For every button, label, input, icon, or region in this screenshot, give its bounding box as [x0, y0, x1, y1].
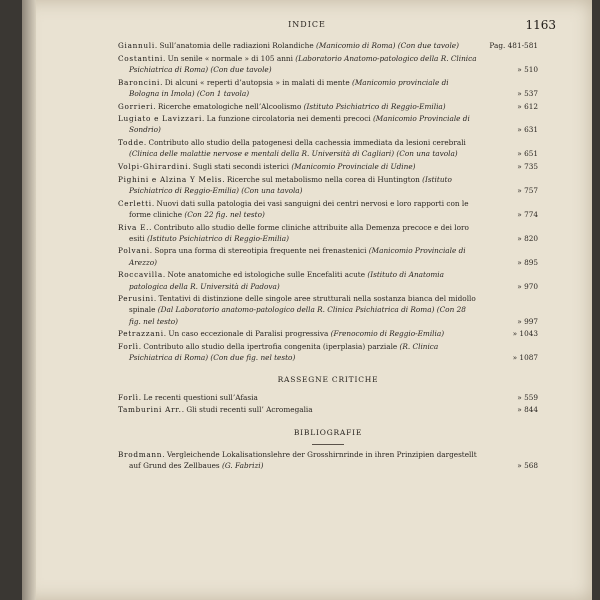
running-head [22, 20, 592, 34]
entry-page-number: » 844 [517, 405, 538, 415]
entry-text [118, 245, 538, 267]
index-entry [118, 101, 538, 112]
author-separator: . [222, 174, 227, 184]
author-separator: . [163, 329, 169, 339]
entry-detail: (Manicomio di Roma) (Con due tavole) [316, 41, 459, 50]
entry-page-number: » 970 [517, 281, 538, 291]
index-entry [118, 269, 538, 291]
index-entry [118, 137, 538, 159]
entry-page-number: » 537 [517, 88, 538, 98]
entry-text [118, 404, 538, 415]
entry-text [118, 269, 538, 291]
author-separator: . [160, 77, 165, 87]
book-page [22, 0, 592, 600]
entry-page-number: » 997 [517, 316, 538, 326]
index-entry [118, 245, 538, 267]
entry-title: Nuovi dati sulla patologia dei vasi sanguigni dei centri nervosi e loro rapporti con le forme cliniche [129, 198, 469, 219]
author-separator: . [151, 198, 157, 208]
entry-page-number: » 774 [517, 209, 538, 219]
entry-text [118, 222, 538, 244]
author-separator: . [202, 114, 207, 124]
entry-page-number: » 559 [517, 392, 538, 402]
entry-title: Di alcuni « reperti d’autopsia » in malati di mente [164, 77, 350, 87]
entry-author: Perusini [118, 294, 154, 304]
entry-title: Contributo allo studio della ipertrofia congenita (iperplasia) parziale [143, 342, 398, 352]
index-entry [118, 161, 538, 172]
entry-detail: (Istituto Psichiatrico di Reggio-Emilia) [303, 101, 446, 111]
index-content [118, 40, 538, 473]
author-separator: . [154, 41, 160, 50]
entry-title: Sopra una forma di stereotipia frequente nei frenastenici [154, 246, 367, 256]
entry-detail: (Con 22 fig. nel testo) [184, 209, 265, 219]
author-separator: . [181, 405, 187, 415]
entry-detail: (G. Fabrizi) [222, 461, 264, 470]
author-separator: . [162, 449, 167, 459]
entry-author: Polvani [118, 246, 150, 256]
entry-text [118, 53, 538, 75]
entry-author: Riva E. [118, 222, 150, 232]
entry-detail: (Laboratorio Anatomo-patologico della R. Clinica Psichiatrica di Roma) (Con due tavole) [129, 53, 477, 74]
index-entry [118, 392, 538, 403]
entry-page-number: Pag. 481-581 [489, 41, 538, 50]
entry-author: Gorrieri [118, 101, 154, 111]
entry-page-number: » 510 [517, 64, 538, 74]
entry-detail: (Manicomio provinciale di Bologna in Imola) (Con 1 tavola) [129, 77, 449, 98]
page-number: 1163 [525, 18, 556, 32]
entry-text [118, 293, 538, 327]
author-separator: . [153, 101, 158, 111]
entry-page-number: » 631 [517, 125, 538, 135]
author-separator: . [143, 138, 149, 148]
author-separator: . [138, 392, 144, 402]
section-rule [312, 444, 344, 445]
index-entry [118, 174, 538, 196]
entry-title: Tentativi di distinzione delle singole aree strutturali nella sostanza bianca del midollo spinale [129, 294, 476, 315]
entry-title: Un senile « normale » di 105 anni [167, 53, 293, 63]
entry-page-number: » 757 [517, 185, 538, 195]
entry-text [118, 198, 538, 220]
entry-title: Note anatomiche ed istologiche sulle Encefaliti acute [167, 270, 366, 280]
entry-title: Contributo allo studio delle forme cliniche attribuite alla Demenza precoce e dei loro esiti [129, 222, 469, 243]
author-separator: . [153, 294, 159, 304]
index-entry [118, 40, 538, 51]
index-entry [118, 341, 538, 363]
entry-title: Vergleichende Lokalisationslehre der Grosshirnrinde in ihren Prinzipien dargestellt auf Grund des Zellbaues [129, 449, 477, 470]
entry-title: Un caso eccezionale di Paralisi progressiva [168, 329, 329, 339]
author-separator: . [163, 53, 168, 63]
entry-page-number: » 651 [517, 149, 538, 159]
entry-title: Ricerche ematologiche nell’Alcoolismo [157, 101, 302, 111]
entry-author: Todde [118, 138, 144, 148]
entry-author: Brodmann [118, 449, 163, 459]
entry-text [118, 101, 538, 112]
entry-text [118, 77, 538, 99]
author-separator: . [162, 270, 168, 280]
entry-detail: (R. Clinica Psichiatrica di Roma) (Con due fig. nel testo) [129, 342, 439, 363]
entry-detail: (Istituto Psichiatrico di Reggio-Emilia) (Con una tavola) [129, 174, 452, 195]
index-entry [118, 222, 538, 244]
entry-text [118, 40, 538, 51]
entry-page-number: » 568 [517, 461, 538, 470]
entry-author: Giannuli [118, 41, 155, 50]
entry-title: Sugli stati secondi isterici [192, 162, 289, 172]
entry-author: Petrazzani [118, 329, 164, 339]
entry-page-number: » 895 [517, 257, 538, 267]
entry-author: Roccavilla [118, 270, 163, 280]
entry-author: Forlì [118, 342, 139, 352]
index-entry-list [118, 40, 538, 363]
entry-detail: (Istituto Psichiatrico di Reggio-Emilia) [147, 233, 289, 243]
index-entry [118, 449, 538, 471]
entry-title: Contributo allo studio della patogenesi della cachessia immediata da lesioni cerebrali [148, 138, 466, 148]
entry-author: Lugiato e Lavizzari [118, 114, 202, 124]
section-title-bibliografie: BIBLIOGRAFIE [293, 427, 363, 437]
entry-text [118, 328, 538, 339]
entry-author: Pighini e Alzina Y Melis [118, 174, 223, 184]
entry-page-number: » 820 [517, 233, 538, 243]
entry-author: Baroncini [118, 77, 161, 87]
bibliografie-entry-list [118, 449, 538, 471]
entry-detail: (Manicomio Provinciale di Arezzo) [129, 246, 466, 267]
index-entry [118, 77, 538, 99]
entry-title: La funzione circolatoria nei dementi precoci [206, 114, 371, 124]
entry-title: Gli studi recenti sull’ Acromegalia [186, 405, 313, 415]
entry-page-number: » 1087 [512, 353, 538, 363]
entry-author: Cerletti [118, 198, 152, 208]
entry-page-number: » 612 [517, 101, 538, 111]
author-separator: . [138, 342, 144, 352]
entry-title: Sull’anatomia delle radiazioni Rolandiche [159, 41, 314, 50]
entry-text [118, 161, 538, 172]
entry-text [118, 449, 538, 471]
entry-text [118, 341, 538, 363]
author-separator: . [188, 162, 193, 172]
entry-detail: (Istituto di Anatomia patologica della R. Università di Padova) [129, 270, 444, 291]
entry-detail: (Frenocomio di Reggio-Emilia) [330, 329, 445, 339]
index-entry [118, 404, 538, 415]
entry-detail: (Manicomio Provinciale di Udine) [291, 162, 416, 172]
rassegne-entry-list [118, 392, 538, 416]
entry-page-number: » 1043 [512, 329, 538, 339]
entry-author: Volpi-Ghirardini [118, 162, 189, 172]
entry-text [118, 113, 538, 135]
index-entry [118, 328, 538, 339]
entry-page-number: » 735 [517, 162, 538, 172]
index-entry [118, 198, 538, 220]
page-title: INDICE [288, 20, 326, 29]
entry-text [118, 392, 538, 403]
entry-detail: (Clinica delle malattie nervose e mentali della R. Università di Cagliari) (Con una tavola) [129, 149, 458, 159]
index-entry [118, 293, 538, 327]
entry-text [118, 137, 538, 159]
entry-detail: (Manicomio Provinciale di Sondrio) [129, 114, 470, 135]
author-separator: . [149, 222, 154, 232]
index-entry [118, 113, 538, 135]
index-entry [118, 53, 538, 75]
entry-title: Ricerche sul metabolismo nella corea di Huntington [226, 174, 420, 184]
author-separator: . [149, 246, 155, 256]
section-title-rassegne: RASSEGNE CRITICHE [277, 375, 379, 385]
entry-text [118, 174, 538, 196]
entry-author: Forlì [118, 392, 139, 402]
entry-author: Tamburini Arr. [118, 405, 182, 415]
entry-author: Costantini [118, 53, 164, 63]
entry-title: Le recenti questioni sull’Afasia [143, 392, 258, 402]
entry-detail: (Dal Laboratorio anatomo-patologico della R. Clinica Psichiatrica di Roma) (Con 28 fig. nel testo) [129, 305, 466, 326]
